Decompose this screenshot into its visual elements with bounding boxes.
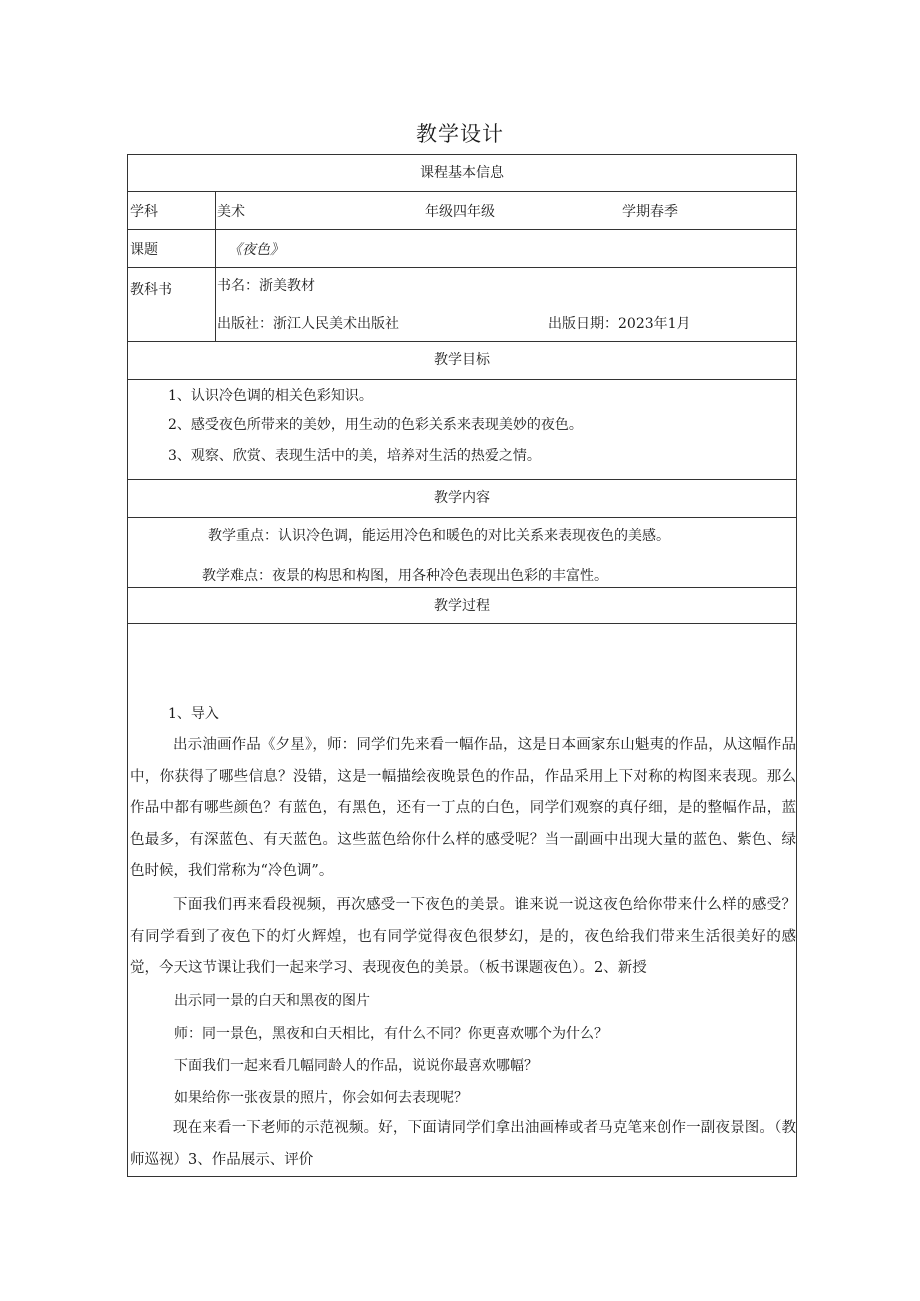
key-point: 教学重点：认识冷色调，能运用冷色和暖色的对比关系来表现夜色的美感。 <box>208 528 670 544</box>
book-name: 书名：浙美教材 <box>217 278 315 294</box>
process-paragraph: 现在来看一下老师的示范视频。好，下面请同学们拿出油画棒或者马克笔来创作一副夜景图。（教师巡视）3、作品展示、评价 <box>130 1120 796 1168</box>
row-divider <box>128 229 796 230</box>
process-line: 出示同一景的白天和黑夜的图片 <box>174 993 370 1009</box>
lesson-plan-table <box>127 154 797 1177</box>
publish-date: 出版日期：2023年1月 <box>548 316 691 332</box>
process-line: 如果给你一张夜景的照片，你会如何去表现呢？ <box>174 1090 468 1106</box>
objectives-heading: 教学目标 <box>434 352 490 368</box>
basic-info-heading: 课程基本信息 <box>420 165 504 181</box>
process-heading: 教学过程 <box>434 598 490 614</box>
row-divider <box>128 379 796 380</box>
content-heading: 教学内容 <box>434 490 490 506</box>
process-step-heading: 1、导入 <box>168 706 219 722</box>
process-paragraph: 下面我们再来看段视频，再次感受一下夜色的美景。谁来说一说这夜色给你带来什么样的感受？有同学看到了夜色下的灯火辉煌，也有同学觉得夜色很梦幻，是的，夜色给我们带来生活很美好的感觉，今天这节课让我们一起来学习、表现夜色的美景。（板书课题夜色）。2、新授 <box>130 897 796 976</box>
term-value: 学期春季 <box>622 204 678 220</box>
topic-value: 《夜色》 <box>228 242 284 258</box>
publisher: 出版社：浙江人民美术出版社 <box>217 316 399 332</box>
subject-label: 学科 <box>130 204 158 220</box>
row-divider <box>128 479 796 480</box>
process-line: 师：同一景色，黑夜和白天相比，有什么不同？你更喜欢哪个为什么？ <box>174 1026 608 1042</box>
row-divider <box>128 191 796 192</box>
row-divider <box>128 341 796 342</box>
process-line: 下面我们一起来看几幅同龄人的作品，说说你最喜欢哪幅？ <box>174 1058 538 1074</box>
row-divider <box>128 267 796 268</box>
objective-item: 3、观察、欣赏、表现生活中的美，培养对生活的热爱之情。 <box>168 448 541 464</box>
difficulty: 教学难点：夜景的构思和构图，用各种冷色表现出色彩的丰富性。 <box>202 568 608 584</box>
objective-item: 1、认识冷色调的相关色彩知识。 <box>168 388 373 404</box>
column-divider <box>215 191 216 341</box>
grade-value: 年级四年级 <box>425 204 495 220</box>
topic-label: 课题 <box>130 242 158 258</box>
subject-value: 美术 <box>217 204 245 220</box>
process-paragraph: 出示油画作品《夕星》，师：同学们先来看一幅作品，这是日本画家东山魁夷的作品，从这幅作品中，你获得了哪些信息？没错，这是一幅描绘夜晚景色的作品，作品采用上下对称的构图来表现。那么作品中都有哪些颜色？有蓝色，有黑色，还有一丁点的白色，同学们观察的真仔细，是的整幅作品，蓝色最多，有深蓝色、有天蓝色。这些蓝色给你什么样的感受呢？当一副画中出现大量的蓝色、紫色、绿色时候，我们常称为“冷色调”。 <box>130 737 796 879</box>
row-divider <box>128 623 796 624</box>
row-divider <box>128 587 796 588</box>
document-title: 教学设计 <box>416 122 504 146</box>
row-divider <box>128 517 796 518</box>
textbook-label: 教科书 <box>130 282 172 298</box>
objective-item: 2、感受夜色所带来的美妙，用生动的色彩关系来表现美妙的夜色。 <box>168 417 583 433</box>
